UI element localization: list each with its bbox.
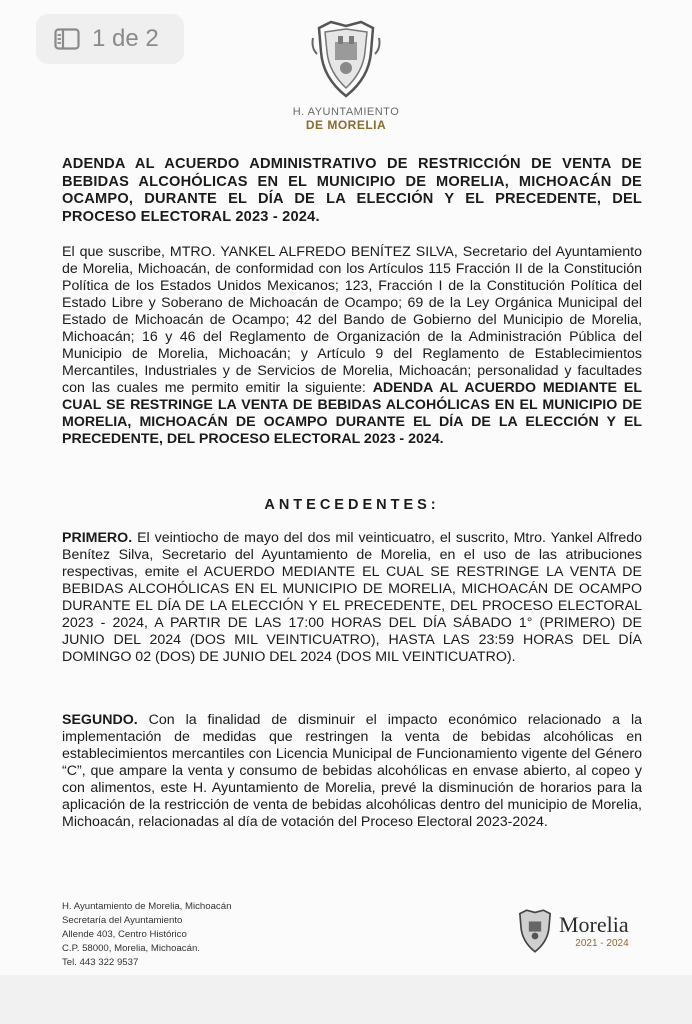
footer-logo bbox=[515, 908, 629, 954]
primero-text: El veintiocho de mayo del dos mil veinticuatro, el suscrito, Mtro. Yankel Alfredo Benítez Silva, Secretario del Ayuntamiento de Morelia, en el uso de las atribuciones respectivas, emite el ACUERDO MEDIANTE EL CUAL SE RESTRINGE LA VENTA DE BEBIDAS ALCOHÓLICAS EN EL MUNICIPIO DE MORELIA, MICHOACÁN DE OCAMPO DURANTE EL DÍA DE LA ELECCIÓN Y EL PRECEDENTE, DEL PROCESO ELECTORAL 2023 - 2024, A PARTIR DE LAS 17:00 HORAS DEL DÍA SÁBADO 1° (PRIMERO) DE JUNIO DEL 2024 (DOS MIL VEINTICUATRO), HASTA LAS 23:59 HORAS DEL DÍA DOMINGO 02 (DOS) DE JUNIO DEL 2024 (DOS MIL VEINTICUATRO). bbox=[62, 530, 642, 665]
morelia-crest-small-icon bbox=[515, 908, 555, 954]
primero-label: PRIMERO. bbox=[62, 530, 133, 546]
morelia-crest-logo bbox=[311, 18, 381, 100]
page-indicator-label: 1 de 2 bbox=[92, 25, 159, 52]
segundo-label: SEGUNDO. bbox=[62, 712, 138, 728]
viewer-background bbox=[0, 975, 692, 1024]
letterhead-line-2: DE MORELIA bbox=[305, 118, 387, 132]
segundo-text: Con la finalidad de disminuir el impacto económico relacionado a la implementación de medidas que restringen la venta de bebidas alcohólicas en establecimientos mercantiles con Licencia Municipal de Funcionamiento vigente del Género “C”, que ampare la venta y consumo de bebidas alcohólicas en envase abierto, al copeo y con alimentos, este H. Ayuntamiento de Morelia, prevé la disminución de horarios para la aplicación de la restricción de venta de bebidas alcohólicas dentro del municipio de Morelia, Michoacán, relacionadas al día de votación del Proceso Electoral 2023-2024. bbox=[62, 712, 642, 830]
brand-years: 2021 - 2024 bbox=[575, 937, 629, 949]
document-title: ADENDA AL ACUERDO ADMINISTRATIVO DE RESTRICCIÓN DE VENTA DE BEBIDAS ALCOHÓLICAS EN EL MUNICIPIO DE MORELIA, MICHOACÁN DE OCAMPO, DURANTE EL DÍA DE LA ELECCIÓN Y EL PRECEDENTE, DEL PROCESO ELECTORAL 2023 - 2024. bbox=[62, 156, 642, 225]
antecedentes-heading: ANTECEDENTES: bbox=[264, 497, 440, 513]
primero-paragraph bbox=[62, 530, 642, 666]
segundo-paragraph bbox=[62, 712, 642, 831]
footer-line: Secretaría del Ayuntamiento bbox=[62, 915, 183, 926]
letterhead bbox=[0, 18, 692, 132]
intro-text: El que suscribe, MTRO. YANKEL ALFREDO BENÍTEZ SILVA, Secretario del Ayuntamiento de Morelia, Michoacán, de conformidad con los Artículos 115 Fracción II de la Constitución Política de los Estados Unidos Mexicanos; 123, Fracción I de la Constitución Política del Estado Libre y Soberano de Michoacán de Ocampo; 69 de la Ley Orgánica Municipal del Estado de Michoacán de Ocampo; 42 del Bando de Gobierno del Municipio de Morelia, Michoacán; 16 y 46 del Reglamento de Organización de la Administración Pública del Municipio de Morelia, Michoacán; y Artículo 9 del Reglamento de Establecimientos Mercantiles, Industriales y de Servicios de Morelia, Michoacán; personalidad y facultades con las cuales me permito emitir la siguiente: bbox=[62, 244, 642, 396]
intro-bold-text: ADENDA AL ACUERDO MEDIANTE EL CUAL SE RESTRINGE LA VENTA DE BEBIDAS ALCOHÓLICAS EN EL MUNICIPIO DE MORELIA, MICHOACÁN DE OCAMPO DURANTE EL DÍA DE LA ELECCIÓN Y EL PRECEDENTE, DEL PROCESO ELECTORAL 2023 - 2024. bbox=[62, 380, 642, 447]
footer-line: C.P. 58000, Morelia, Michoacán. bbox=[62, 943, 200, 954]
footer-line: H. Ayuntamiento de Morelia, Michoacán bbox=[62, 901, 232, 912]
footer-line: Allende 403, Centro Histórico bbox=[62, 929, 187, 940]
letterhead-line-1: H. AYUNTAMIENTO bbox=[292, 106, 400, 118]
footer-line: Tel. 443 322 9537 bbox=[62, 957, 139, 968]
brand-name: Morelia bbox=[559, 911, 629, 937]
intro-paragraph bbox=[62, 244, 642, 448]
footer-address bbox=[62, 900, 231, 970]
footer-brand bbox=[559, 911, 629, 949]
